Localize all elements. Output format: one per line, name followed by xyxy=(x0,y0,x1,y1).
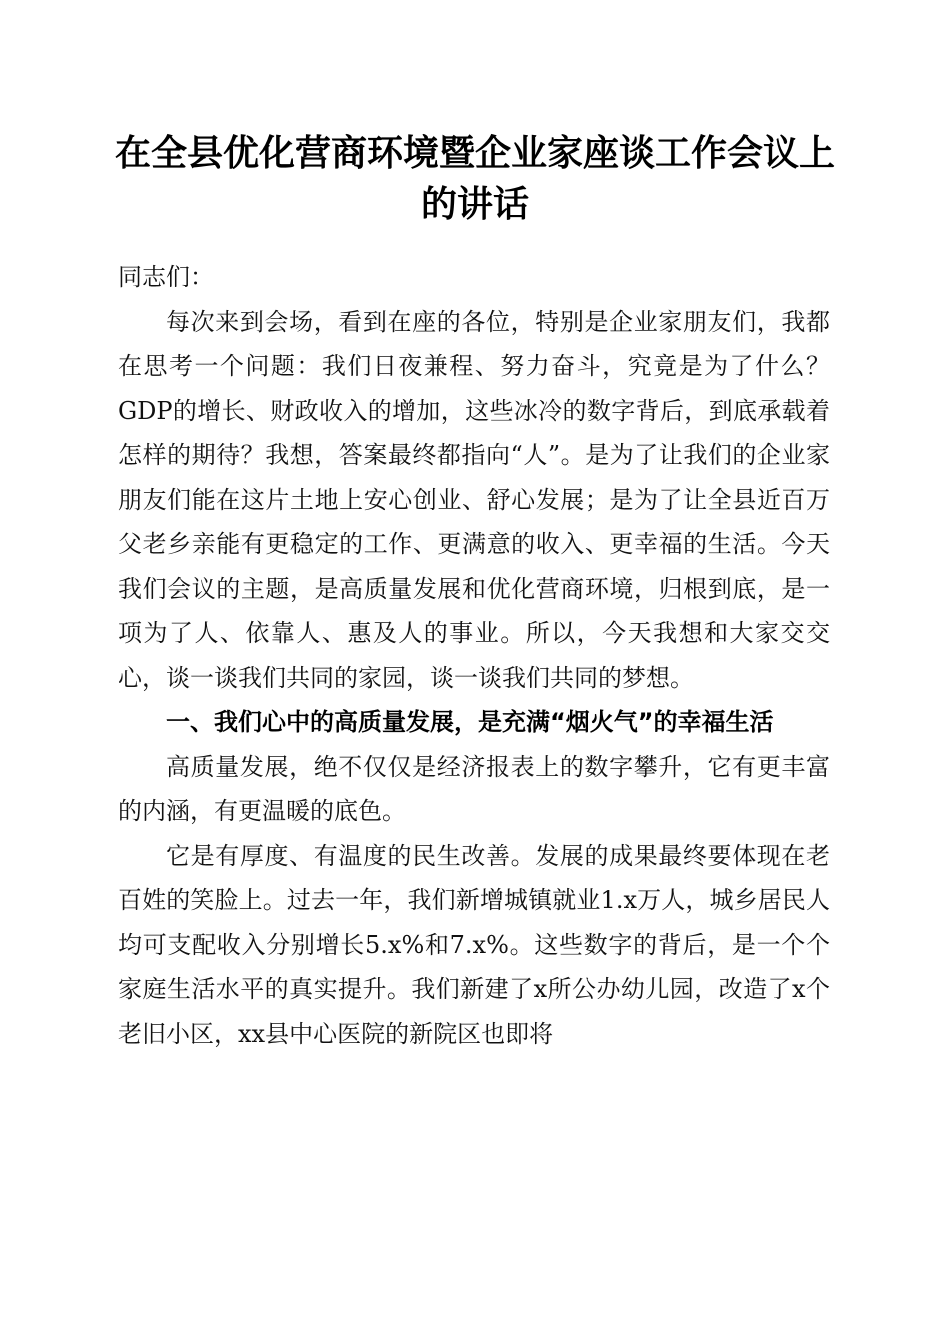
salutation: 同志们： xyxy=(118,263,214,291)
paragraph-opening: 每次来到会场，看到在座的各位，特别是企业家朋友们，我都在思考一个问题：我们日夜兼程、努力奋斗，究竟是为了什么？GDP的增长、财政收入的增加，这些冰冷的数字背后，到底承载着怎样的期待？我想，答案最终都指向“人”。是为了让我们的企业家朋友们能在这片土地上安心创业、舒心发展；是为了让全县近百万父老乡亲能有更稳定的工作、更满意的收入、更幸福的生活。今天我们会议的主题，是高质量发展和优化营商环境，归根到底，是一项为了人、依靠人、惠及人的事业。所以，今天我想和大家交交心，谈一谈我们共同的家园，谈一谈我们共同的梦想。 xyxy=(118,307,830,692)
paragraph-high-quality-development: 高质量发展，绝不仅仅是经济报表上的数字攀升，它有更丰富的内涵，有更温暖的底色。 xyxy=(118,752,830,825)
document-body xyxy=(118,255,830,1056)
paragraph-livelihood: 它是有厚度、有温度的民生改善。发展的成果最终要体现在老百姓的笑脸上。过去一年，我们新增城镇就业1.x万人，城乡居民人均可支配收入分别增长5.x%和7.x%。这些数字的背后，是一个个家庭生活水平的真实提升。我们新建了x所公办幼儿园，改造了x个老旧小区，xx县中心医院的新院区也即将 xyxy=(118,841,830,1048)
section-heading-1: 一、我们心中的高质量发展，是充满“烟火气”的幸福生活 xyxy=(166,708,774,736)
document-title: 在全县优化营商环境暨企业家座谈工作会议上的讲话 xyxy=(114,132,835,225)
